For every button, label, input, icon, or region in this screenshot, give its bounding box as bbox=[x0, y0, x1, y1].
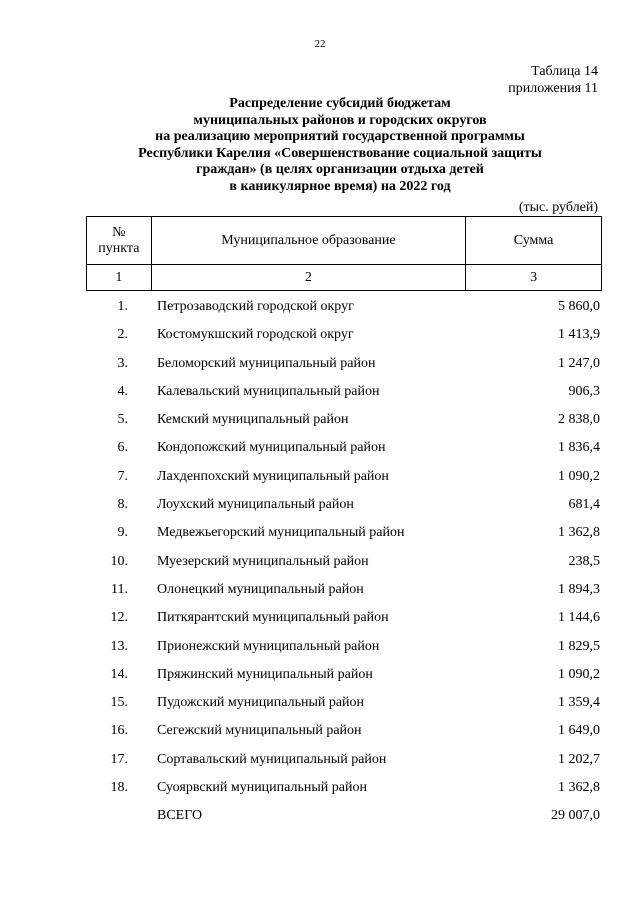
table-row bbox=[86, 434, 602, 462]
row-number: 3. bbox=[117, 355, 128, 371]
total-label: ВСЕГО bbox=[157, 808, 203, 824]
row-sum: 1 649,0 bbox=[558, 723, 600, 739]
table-row bbox=[86, 717, 602, 745]
table-row bbox=[86, 774, 602, 802]
row-number: 5. bbox=[117, 412, 128, 428]
row-number: 13. bbox=[110, 638, 128, 654]
table-row bbox=[86, 491, 602, 519]
row-municipality: Петрозаводский городской округ bbox=[157, 299, 354, 314]
row-number: 10. bbox=[110, 553, 128, 569]
table-row bbox=[86, 350, 602, 378]
row-sum: 1 359,4 bbox=[558, 695, 600, 711]
row-sum: 681,4 bbox=[568, 497, 600, 513]
table-row bbox=[86, 604, 602, 632]
row-municipality: Муезерский муниципальный район bbox=[157, 553, 369, 569]
total-row bbox=[86, 802, 602, 830]
row-municipality: Медвежьегорский муниципальный район bbox=[157, 525, 405, 541]
header-number-symbol: № bbox=[112, 224, 126, 240]
row-number: 15. bbox=[110, 695, 128, 711]
title-line: муниципальных районов и городских округов bbox=[193, 112, 487, 128]
row-municipality: Кондопожский муниципальный район bbox=[157, 440, 386, 456]
header-col-index-1: 1 bbox=[87, 265, 152, 291]
header-col-index-3: 3 bbox=[466, 265, 602, 291]
row-municipality: Сортавальский муниципальный район bbox=[157, 751, 387, 767]
title-line: Распределение субсидий бюджетам bbox=[229, 96, 451, 111]
table-row bbox=[86, 519, 602, 547]
row-sum: 2 838,0 bbox=[558, 412, 600, 428]
row-municipality: Кемский муниципальный район bbox=[157, 412, 349, 428]
table-row bbox=[86, 548, 602, 576]
table-row bbox=[86, 378, 602, 406]
table-row bbox=[86, 633, 602, 661]
table-label-number: Таблица 14 bbox=[531, 64, 598, 79]
row-sum: 1 836,4 bbox=[558, 440, 600, 456]
document-title bbox=[90, 96, 590, 196]
table-row bbox=[86, 746, 602, 774]
table-row bbox=[86, 576, 602, 604]
row-sum: 1 090,2 bbox=[558, 666, 600, 682]
row-municipality: Прионежский муниципальный район bbox=[157, 638, 380, 654]
table-row bbox=[86, 293, 602, 321]
row-number: 14. bbox=[110, 666, 128, 682]
row-sum: 1 090,2 bbox=[558, 468, 600, 484]
row-sum: 1 829,5 bbox=[558, 638, 600, 654]
total-sum: 29 007,0 bbox=[551, 808, 600, 824]
row-sum: 1 894,3 bbox=[558, 581, 600, 597]
row-number: 16. bbox=[110, 723, 128, 739]
row-municipality: Беломорский муниципальный район bbox=[157, 355, 376, 371]
table-header bbox=[86, 216, 602, 291]
title-line: Республики Карелия «Совершенствование социальной защиты bbox=[138, 145, 542, 161]
row-number: 1. bbox=[117, 299, 128, 314]
header-municipality: Муниципальное образование bbox=[151, 217, 465, 265]
row-municipality: Суоярвский муниципальный район bbox=[157, 780, 367, 796]
row-number: 11. bbox=[111, 581, 128, 597]
header-sum: Сумма bbox=[466, 217, 602, 265]
row-number: 8. bbox=[117, 497, 128, 513]
table-label bbox=[508, 63, 598, 97]
row-number: 9. bbox=[117, 525, 128, 541]
row-municipality: Лахденпохский муниципальный район bbox=[157, 468, 389, 484]
row-municipality: Олонецкий муниципальный район bbox=[157, 581, 364, 597]
title-line: граждан» (в целях организации отдыха детей bbox=[196, 162, 484, 178]
row-number: 12. bbox=[110, 610, 128, 626]
title-line: в каникулярное время) на 2022 год bbox=[229, 178, 451, 194]
row-number: 4. bbox=[117, 383, 128, 399]
row-sum: 238,5 bbox=[568, 553, 600, 569]
row-number: 2. bbox=[117, 327, 128, 343]
title-line: на реализацию мероприятий государственной программы bbox=[155, 129, 525, 145]
row-sum: 906,3 bbox=[568, 383, 600, 399]
table-row bbox=[86, 463, 602, 491]
row-sum: 1 362,8 bbox=[558, 525, 600, 541]
row-municipality: Питкярантский муниципальный район bbox=[157, 610, 389, 626]
row-municipality: Костомукшский городской округ bbox=[157, 327, 354, 343]
row-sum: 1 144,6 bbox=[558, 610, 600, 626]
table-label-appendix: приложения 11 bbox=[508, 81, 598, 96]
table-row bbox=[86, 689, 602, 717]
row-number: 7. bbox=[117, 468, 128, 484]
row-municipality: Калевальский муниципальный район bbox=[157, 383, 380, 399]
row-number: 17. bbox=[110, 751, 128, 767]
header-number-cell bbox=[87, 217, 152, 265]
row-sum: 1 202,7 bbox=[558, 751, 600, 767]
row-municipality: Пудожский муниципальный район bbox=[157, 695, 365, 711]
row-sum: 1 247,0 bbox=[558, 355, 600, 371]
row-sum: 1 413,9 bbox=[558, 327, 600, 343]
row-sum: 5 860,0 bbox=[558, 299, 600, 314]
header-col-index-2: 2 bbox=[151, 265, 465, 291]
table-row bbox=[86, 661, 602, 689]
row-sum: 1 362,8 bbox=[558, 780, 600, 796]
table-row bbox=[86, 321, 602, 349]
units-note: (тыс. рублей) bbox=[518, 200, 598, 215]
row-municipality: Сегежский муниципальный район bbox=[157, 723, 362, 739]
header-number-label: пункта bbox=[98, 240, 140, 256]
table-row bbox=[86, 406, 602, 434]
row-municipality: Пряжинский муниципальный район bbox=[157, 666, 373, 682]
row-number: 18. bbox=[110, 780, 128, 796]
row-number: 6. bbox=[117, 440, 128, 456]
table-body bbox=[86, 293, 602, 831]
row-municipality: Лоухский муниципальный район bbox=[157, 497, 354, 513]
page-number: 22 bbox=[314, 38, 326, 50]
